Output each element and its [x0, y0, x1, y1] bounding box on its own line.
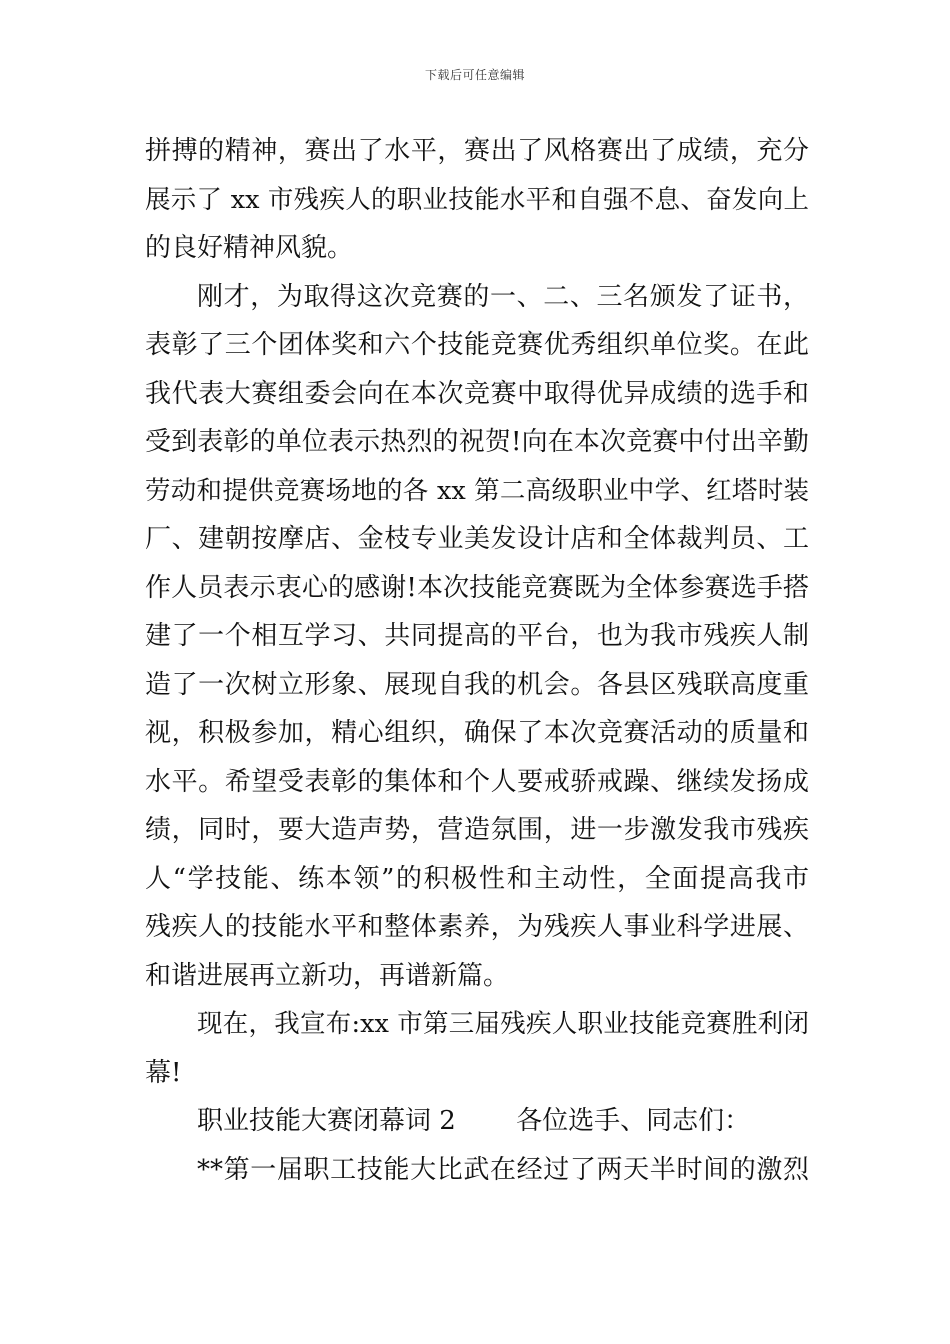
text-line: 表彰了三个团体奖和六个技能竞赛优秀组织单位奖。在此 [145, 330, 809, 360]
text-line: 建了一个相互学习、共同提高的平台，也为我市残疾人制 [145, 621, 809, 651]
text-line: 视，积极参加，精心组织，确保了本次竞赛活动的质量和 [145, 718, 809, 748]
page-header: 下载后可任意编辑 [424, 68, 525, 82]
text-line: 造了一次树立形象、展现自我的机会。各县区残联高度重 [145, 669, 809, 700]
text-line: 劳动和提供竞赛场地的各 xx 第二高级职业中学、红塔时装 [145, 475, 809, 506]
text-line: 和谐进展再立新功，再谱新篇。 [145, 960, 510, 991]
text-line: 残疾人的技能水平和整体素养，为残疾人事业科学进展、 [145, 912, 809, 942]
text-line: 作人员表示衷心的感谢!本次技能竞赛既为全体参赛选手搭 [145, 572, 809, 603]
body-text [145, 127, 809, 1194]
text-line: 受到表彰的单位表示热烈的祝贺!向在本次竞赛中付出辛勤 [145, 427, 809, 457]
text-line: 水平。希望受表彰的集体和个人要戒骄戒躁、继续发扬成 [145, 766, 809, 797]
text-line: 拼搏的精神，赛出了水平，赛出了风格赛出了成绩，充分 [145, 136, 809, 166]
text-line: 的良好精神风貌。 [145, 233, 354, 263]
text-line: 刚才，为取得这次竞赛的一、二、三名颁发了证书， [197, 281, 809, 312]
text-line: 幕! [145, 1057, 182, 1088]
text-line: 展示了 xx 市残疾人的职业技能水平和自强不息、奋发向上 [145, 184, 809, 215]
text-line: 厂、建朝按摩店、金枝专业美发设计店和全体裁判员、工 [145, 524, 809, 554]
text-line: 人“学技能、练本领”的积极性和主动性，全面提高我市 [145, 863, 809, 894]
text-line: 我代表大赛组委会向在本次竞赛中取得优异成绩的选手和 [145, 378, 809, 409]
text-line: **第一届职工技能大比武在经过了两天半时间的激烈 [197, 1154, 809, 1185]
text-line: 职业技能大赛闭幕词 2 各位选手、同志们： [197, 1106, 751, 1136]
text-line: 绩，同时，要大造声势，营造氛围，进一步激发我市残疾 [145, 815, 809, 845]
text-line: 现在，我宣布:xx 市第三届残疾人职业技能竞赛胜利闭 [197, 1009, 809, 1039]
